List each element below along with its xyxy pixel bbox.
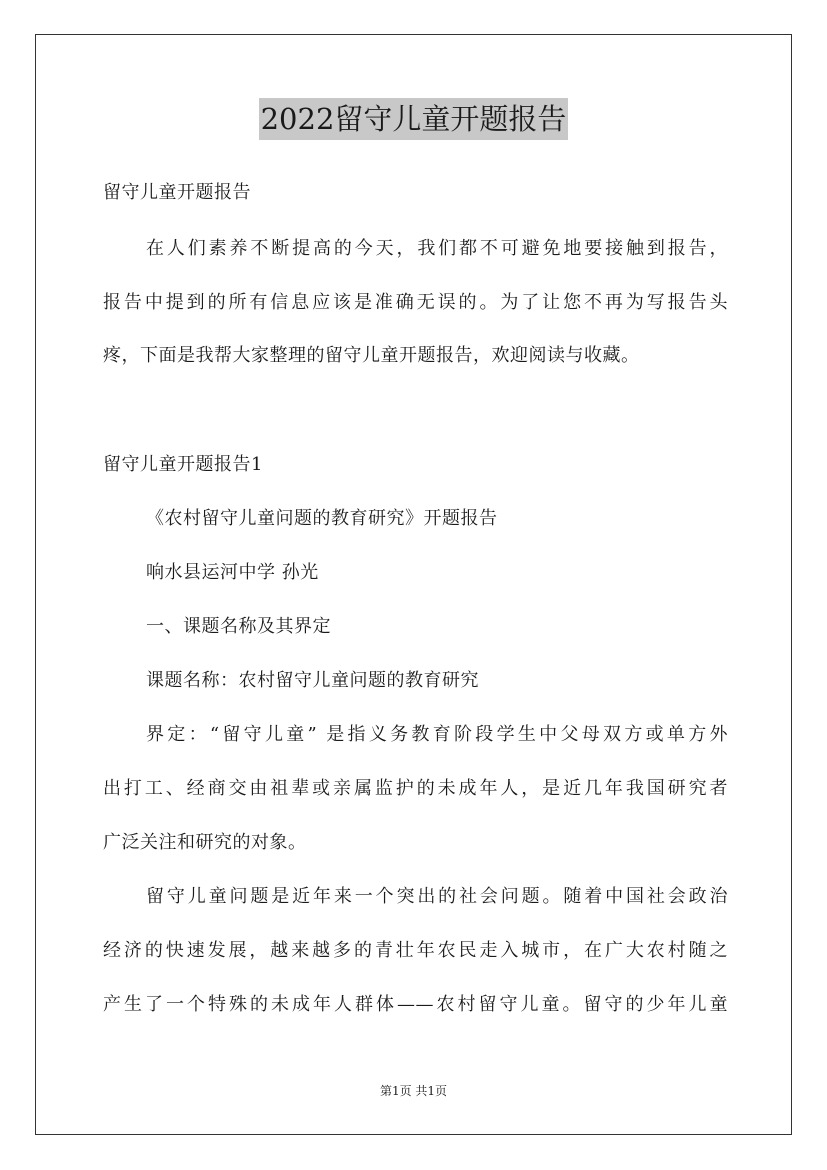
paragraph-line: 出打工、经商交由祖辈或亲属监护的未成年人，是近几年我国研究者	[103, 778, 728, 799]
paragraph-line: 产生了一个特殊的未成年人群体——农村留守儿童。留守的少年儿童	[103, 994, 728, 1015]
paragraph-line: 界定：“留守儿童” 是指义务教育阶段学生中父母双方或单方外	[146, 724, 728, 745]
paragraph-line: 经济的快速发展，越来越多的青壮年农民走入城市，在广大农村随之	[103, 940, 728, 961]
author-line: 响水县运河中学 孙光	[146, 562, 319, 583]
paragraph-line: 报告中提到的所有信息应该是准确无误的。为了让您不再为写报告头	[103, 292, 728, 313]
paragraph-line: 广泛关注和研究的对象。	[103, 832, 307, 853]
subtitle-line: 留守儿童开题报告	[103, 182, 251, 203]
document-title: 2022留守儿童开题报告	[259, 98, 569, 140]
document-title-wrap	[0, 98, 827, 140]
paragraph-line: 留守儿童问题是近年来一个突出的社会问题。随着中国社会政治	[146, 886, 728, 907]
paragraph-line: 课题名称：农村留守儿童问题的教育研究	[146, 670, 479, 691]
paragraph-line: 疼，下面是我帮大家整理的留守儿童开题报告，欢迎阅读与收藏。	[103, 345, 640, 366]
heading-line: 一、课题名称及其界定	[146, 616, 331, 637]
paragraph-line: 在人们素养不断提高的今天，我们都不可避免地要接触到报告，	[146, 238, 728, 259]
page-footer: 第1页 共1页	[379, 1084, 448, 1098]
report-title-line: 《农村留守儿童问题的教育研究》开题报告	[146, 508, 498, 529]
section-heading: 留守儿童开题报告1	[103, 454, 263, 475]
